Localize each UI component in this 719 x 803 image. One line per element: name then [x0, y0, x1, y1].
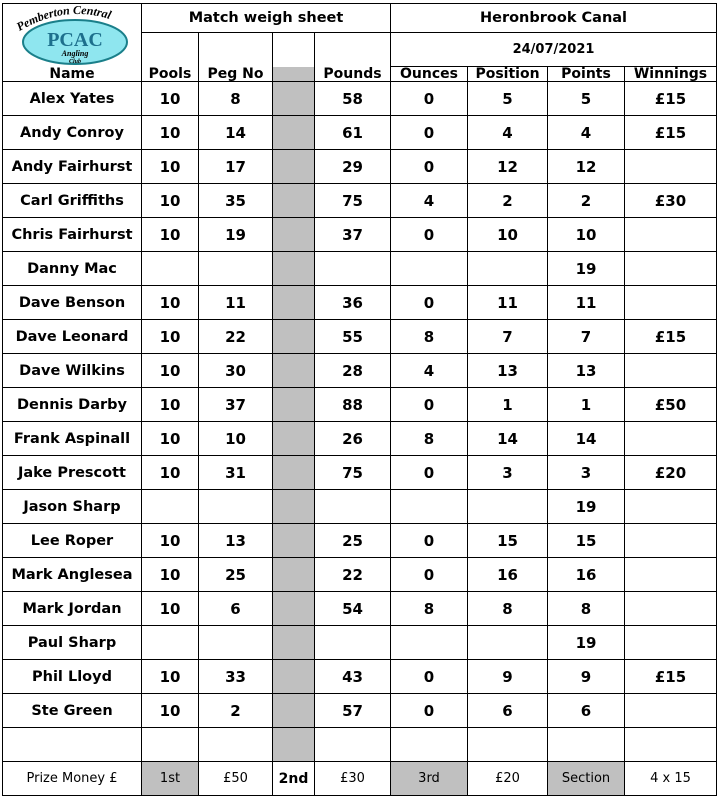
cell-peg: 31: [199, 456, 273, 490]
sheet-title: Match weigh sheet: [142, 4, 391, 33]
cell-peg: 22: [199, 320, 273, 354]
spacer-cell: [273, 694, 315, 728]
spacer-cell: [273, 150, 315, 184]
spacer-cell: [273, 660, 315, 694]
table-row: [3, 252, 717, 286]
cell-position: 15: [468, 524, 548, 558]
cell-ounces: 0: [391, 456, 468, 490]
cell-name: Phil Lloyd: [3, 660, 142, 694]
cell-peg: 11: [199, 286, 273, 320]
prize-first-label: 1st: [142, 762, 199, 796]
cell-position: 8: [468, 592, 548, 626]
blank-cell: [142, 33, 199, 67]
cell-points: 13: [548, 354, 625, 388]
cell-winnings: £15: [625, 116, 717, 150]
cell-position: 2: [468, 184, 548, 218]
logo-arc-text: Pemberton Central: [13, 4, 114, 34]
cell-name: Dave Leonard: [3, 320, 142, 354]
spacer-cell: [273, 218, 315, 252]
cell-name: Mark Jordan: [3, 592, 142, 626]
cell-peg: 8: [199, 82, 273, 116]
cell-pools: 10: [142, 286, 199, 320]
cell-ounces: 0: [391, 660, 468, 694]
cell-ounces: 0: [391, 558, 468, 592]
cell-points: 5: [548, 82, 625, 116]
blank-cell: [273, 33, 315, 67]
spacer-cell: [273, 456, 315, 490]
cell-ounces: 8: [391, 422, 468, 456]
cell-position: 1: [468, 388, 548, 422]
cell-position: 4: [468, 116, 548, 150]
cell-name: Paul Sharp: [3, 626, 142, 660]
spacer-cell: [273, 286, 315, 320]
cell-points: 6: [548, 694, 625, 728]
table-row: [3, 354, 717, 388]
cell-points: 7: [548, 320, 625, 354]
blank-cell: [548, 728, 625, 762]
cell-position: 10: [468, 218, 548, 252]
cell-peg: 17: [199, 150, 273, 184]
cell-peg: 14: [199, 116, 273, 150]
cell-pounds: 29: [315, 150, 391, 184]
table-row: [3, 694, 717, 728]
cell-name: Alex Yates: [3, 82, 142, 116]
spacer-cell: [273, 524, 315, 558]
cell-peg: 19: [199, 218, 273, 252]
blank-cell: [3, 728, 142, 762]
col-header-name: Name: [3, 67, 142, 82]
cell-pounds: 36: [315, 286, 391, 320]
cell-pounds: 61: [315, 116, 391, 150]
cell-ounces: 0: [391, 388, 468, 422]
prize-second-label: 2nd: [273, 762, 315, 796]
col-header-pools: Pools: [142, 67, 199, 82]
spacer-cell: [273, 252, 315, 286]
table-row: [3, 422, 717, 456]
logo-sub2: Club: [68, 59, 82, 65]
cell-ounces: 8: [391, 320, 468, 354]
cell-points: 19: [548, 490, 625, 524]
spacer-cell: [273, 626, 315, 660]
cell-points: 1: [548, 388, 625, 422]
cell-position: 3: [468, 456, 548, 490]
col-header-spacer: [273, 67, 315, 82]
col-header-points: Points: [548, 67, 625, 82]
prize-row: [3, 762, 717, 796]
logo-sub1: Angling: [61, 49, 89, 58]
cell-position: [468, 252, 548, 286]
cell-position: 12: [468, 150, 548, 184]
cell-position: 11: [468, 286, 548, 320]
cell-ounces: [391, 626, 468, 660]
cell-points: 15: [548, 524, 625, 558]
prize-second-value: £30: [315, 762, 391, 796]
cell-pools: 10: [142, 694, 199, 728]
table-row: [3, 388, 717, 422]
table-row: [3, 286, 717, 320]
cell-peg: [199, 490, 273, 524]
cell-winnings: [625, 694, 717, 728]
match-date: 24/07/2021: [391, 33, 717, 67]
spacer-cell: [273, 184, 315, 218]
cell-points: 9: [548, 660, 625, 694]
cell-pounds: 57: [315, 694, 391, 728]
blank-cell: [199, 33, 273, 67]
cell-position: 7: [468, 320, 548, 354]
blank-cell: [625, 728, 717, 762]
cell-name: Jason Sharp: [3, 490, 142, 524]
col-header-peg: Peg No: [199, 67, 273, 82]
cell-winnings: [625, 286, 717, 320]
spacer-cell: [273, 82, 315, 116]
cell-winnings: £50: [625, 388, 717, 422]
prize-section-value: 4 x 15: [625, 762, 717, 796]
cell-peg: 6: [199, 592, 273, 626]
cell-ounces: 0: [391, 150, 468, 184]
blank-cell: [315, 33, 391, 67]
table-row: [3, 558, 717, 592]
spacer-cell: [273, 728, 315, 762]
cell-pools: [142, 490, 199, 524]
blank-cell: [315, 728, 391, 762]
cell-points: 19: [548, 252, 625, 286]
cell-pools: 10: [142, 218, 199, 252]
blank-cell: [468, 728, 548, 762]
cell-pounds: [315, 252, 391, 286]
cell-name: Dave Wilkins: [3, 354, 142, 388]
cell-pools: 10: [142, 592, 199, 626]
blank-row: [3, 728, 717, 762]
cell-pools: 10: [142, 184, 199, 218]
cell-name: Mark Anglesea: [3, 558, 142, 592]
cell-points: 4: [548, 116, 625, 150]
cell-name: Lee Roper: [3, 524, 142, 558]
spacer-cell: [273, 388, 315, 422]
cell-position: 13: [468, 354, 548, 388]
col-header-winnings: Winnings: [625, 67, 717, 82]
cell-pools: 10: [142, 456, 199, 490]
cell-peg: 10: [199, 422, 273, 456]
cell-peg: [199, 252, 273, 286]
table-row: [3, 456, 717, 490]
cell-pools: [142, 626, 199, 660]
cell-position: [468, 626, 548, 660]
cell-pounds: 55: [315, 320, 391, 354]
cell-points: 11: [548, 286, 625, 320]
blank-cell: [142, 728, 199, 762]
cell-ounces: 0: [391, 524, 468, 558]
cell-pools: 10: [142, 388, 199, 422]
cell-pools: 10: [142, 354, 199, 388]
cell-name: Frank Aspinall: [3, 422, 142, 456]
cell-pounds: 37: [315, 218, 391, 252]
prize-label: Prize Money £: [3, 762, 142, 796]
spacer-cell: [273, 116, 315, 150]
cell-pools: 10: [142, 422, 199, 456]
blank-cell: [391, 728, 468, 762]
cell-winnings: [625, 626, 717, 660]
logo-initials: PCAC: [47, 29, 103, 51]
cell-position: [468, 490, 548, 524]
table-row: [3, 626, 717, 660]
table-row: [3, 218, 717, 252]
cell-pounds: 26: [315, 422, 391, 456]
cell-peg: 2: [199, 694, 273, 728]
cell-ounces: 0: [391, 286, 468, 320]
cell-winnings: [625, 422, 717, 456]
cell-winnings: [625, 558, 717, 592]
cell-peg: 13: [199, 524, 273, 558]
cell-name: Carl Griffiths: [3, 184, 142, 218]
col-header-pounds: Pounds: [315, 67, 391, 82]
cell-peg: 25: [199, 558, 273, 592]
cell-name: Andy Conroy: [3, 116, 142, 150]
spacer-cell: [273, 592, 315, 626]
table-row: [3, 320, 717, 354]
cell-ounces: 4: [391, 184, 468, 218]
col-header-ounces: Ounces: [391, 67, 468, 82]
cell-position: 16: [468, 558, 548, 592]
blank-cell: [199, 728, 273, 762]
cell-winnings: [625, 592, 717, 626]
cell-ounces: [391, 490, 468, 524]
cell-points: 16: [548, 558, 625, 592]
cell-points: 19: [548, 626, 625, 660]
table-row: [3, 592, 717, 626]
cell-name: Andy Fairhurst: [3, 150, 142, 184]
cell-pools: 10: [142, 150, 199, 184]
table-row: [3, 490, 717, 524]
cell-position: 9: [468, 660, 548, 694]
cell-pounds: 75: [315, 184, 391, 218]
cell-winnings: [625, 490, 717, 524]
cell-name: Danny Mac: [3, 252, 142, 286]
cell-ounces: 0: [391, 218, 468, 252]
table-row: [3, 116, 717, 150]
cell-points: 10: [548, 218, 625, 252]
cell-pools: 10: [142, 320, 199, 354]
table-row: [3, 82, 717, 116]
cell-pools: 10: [142, 116, 199, 150]
cell-winnings: [625, 354, 717, 388]
cell-pools: 10: [142, 558, 199, 592]
cell-pounds: 75: [315, 456, 391, 490]
cell-ounces: 0: [391, 694, 468, 728]
cell-pools: 10: [142, 82, 199, 116]
cell-peg: 33: [199, 660, 273, 694]
cell-peg: 37: [199, 388, 273, 422]
cell-pools: [142, 252, 199, 286]
prize-section-label: Section: [548, 762, 625, 796]
cell-peg: 30: [199, 354, 273, 388]
cell-pounds: 54: [315, 592, 391, 626]
cell-points: 12: [548, 150, 625, 184]
spacer-cell: [273, 320, 315, 354]
cell-peg: [199, 626, 273, 660]
cell-pounds: 28: [315, 354, 391, 388]
cell-peg: 35: [199, 184, 273, 218]
cell-name: Chris Fairhurst: [3, 218, 142, 252]
spacer-cell: [273, 558, 315, 592]
cell-winnings: [625, 252, 717, 286]
cell-position: 14: [468, 422, 548, 456]
cell-name: Dennis Darby: [3, 388, 142, 422]
table-row: [3, 150, 717, 184]
cell-ounces: [391, 252, 468, 286]
col-header-position: Position: [468, 67, 548, 82]
cell-ounces: 4: [391, 354, 468, 388]
cell-winnings: £15: [625, 660, 717, 694]
cell-name: Ste Green: [3, 694, 142, 728]
cell-ounces: 8: [391, 592, 468, 626]
cell-pounds: 25: [315, 524, 391, 558]
cell-name: Dave Benson: [3, 286, 142, 320]
logo-cell: [3, 4, 142, 67]
venue-name: Heronbrook Canal: [391, 4, 717, 33]
cell-position: 6: [468, 694, 548, 728]
cell-points: 2: [548, 184, 625, 218]
cell-winnings: [625, 218, 717, 252]
cell-winnings: [625, 524, 717, 558]
cell-pools: 10: [142, 660, 199, 694]
cell-pounds: [315, 490, 391, 524]
cell-winnings: [625, 150, 717, 184]
cell-winnings: £15: [625, 82, 717, 116]
cell-points: 14: [548, 422, 625, 456]
spacer-cell: [273, 422, 315, 456]
club-logo: [3, 4, 142, 67]
cell-name: Jake Prescott: [3, 456, 142, 490]
cell-pounds: [315, 626, 391, 660]
cell-pounds: 88: [315, 388, 391, 422]
prize-third-value: £20: [468, 762, 548, 796]
cell-pounds: 58: [315, 82, 391, 116]
cell-pools: 10: [142, 524, 199, 558]
table-row: [3, 524, 717, 558]
cell-ounces: 0: [391, 82, 468, 116]
cell-ounces: 0: [391, 116, 468, 150]
cell-points: 8: [548, 592, 625, 626]
cell-position: 5: [468, 82, 548, 116]
cell-winnings: £30: [625, 184, 717, 218]
cell-points: 3: [548, 456, 625, 490]
cell-winnings: £15: [625, 320, 717, 354]
spacer-cell: [273, 354, 315, 388]
cell-winnings: £20: [625, 456, 717, 490]
prize-first-value: £50: [199, 762, 273, 796]
cell-pounds: 43: [315, 660, 391, 694]
weigh-table: [2, 3, 717, 796]
spacer-cell: [273, 490, 315, 524]
table-row: [3, 660, 717, 694]
prize-third-label: 3rd: [391, 762, 468, 796]
table-row: [3, 184, 717, 218]
cell-pounds: 22: [315, 558, 391, 592]
